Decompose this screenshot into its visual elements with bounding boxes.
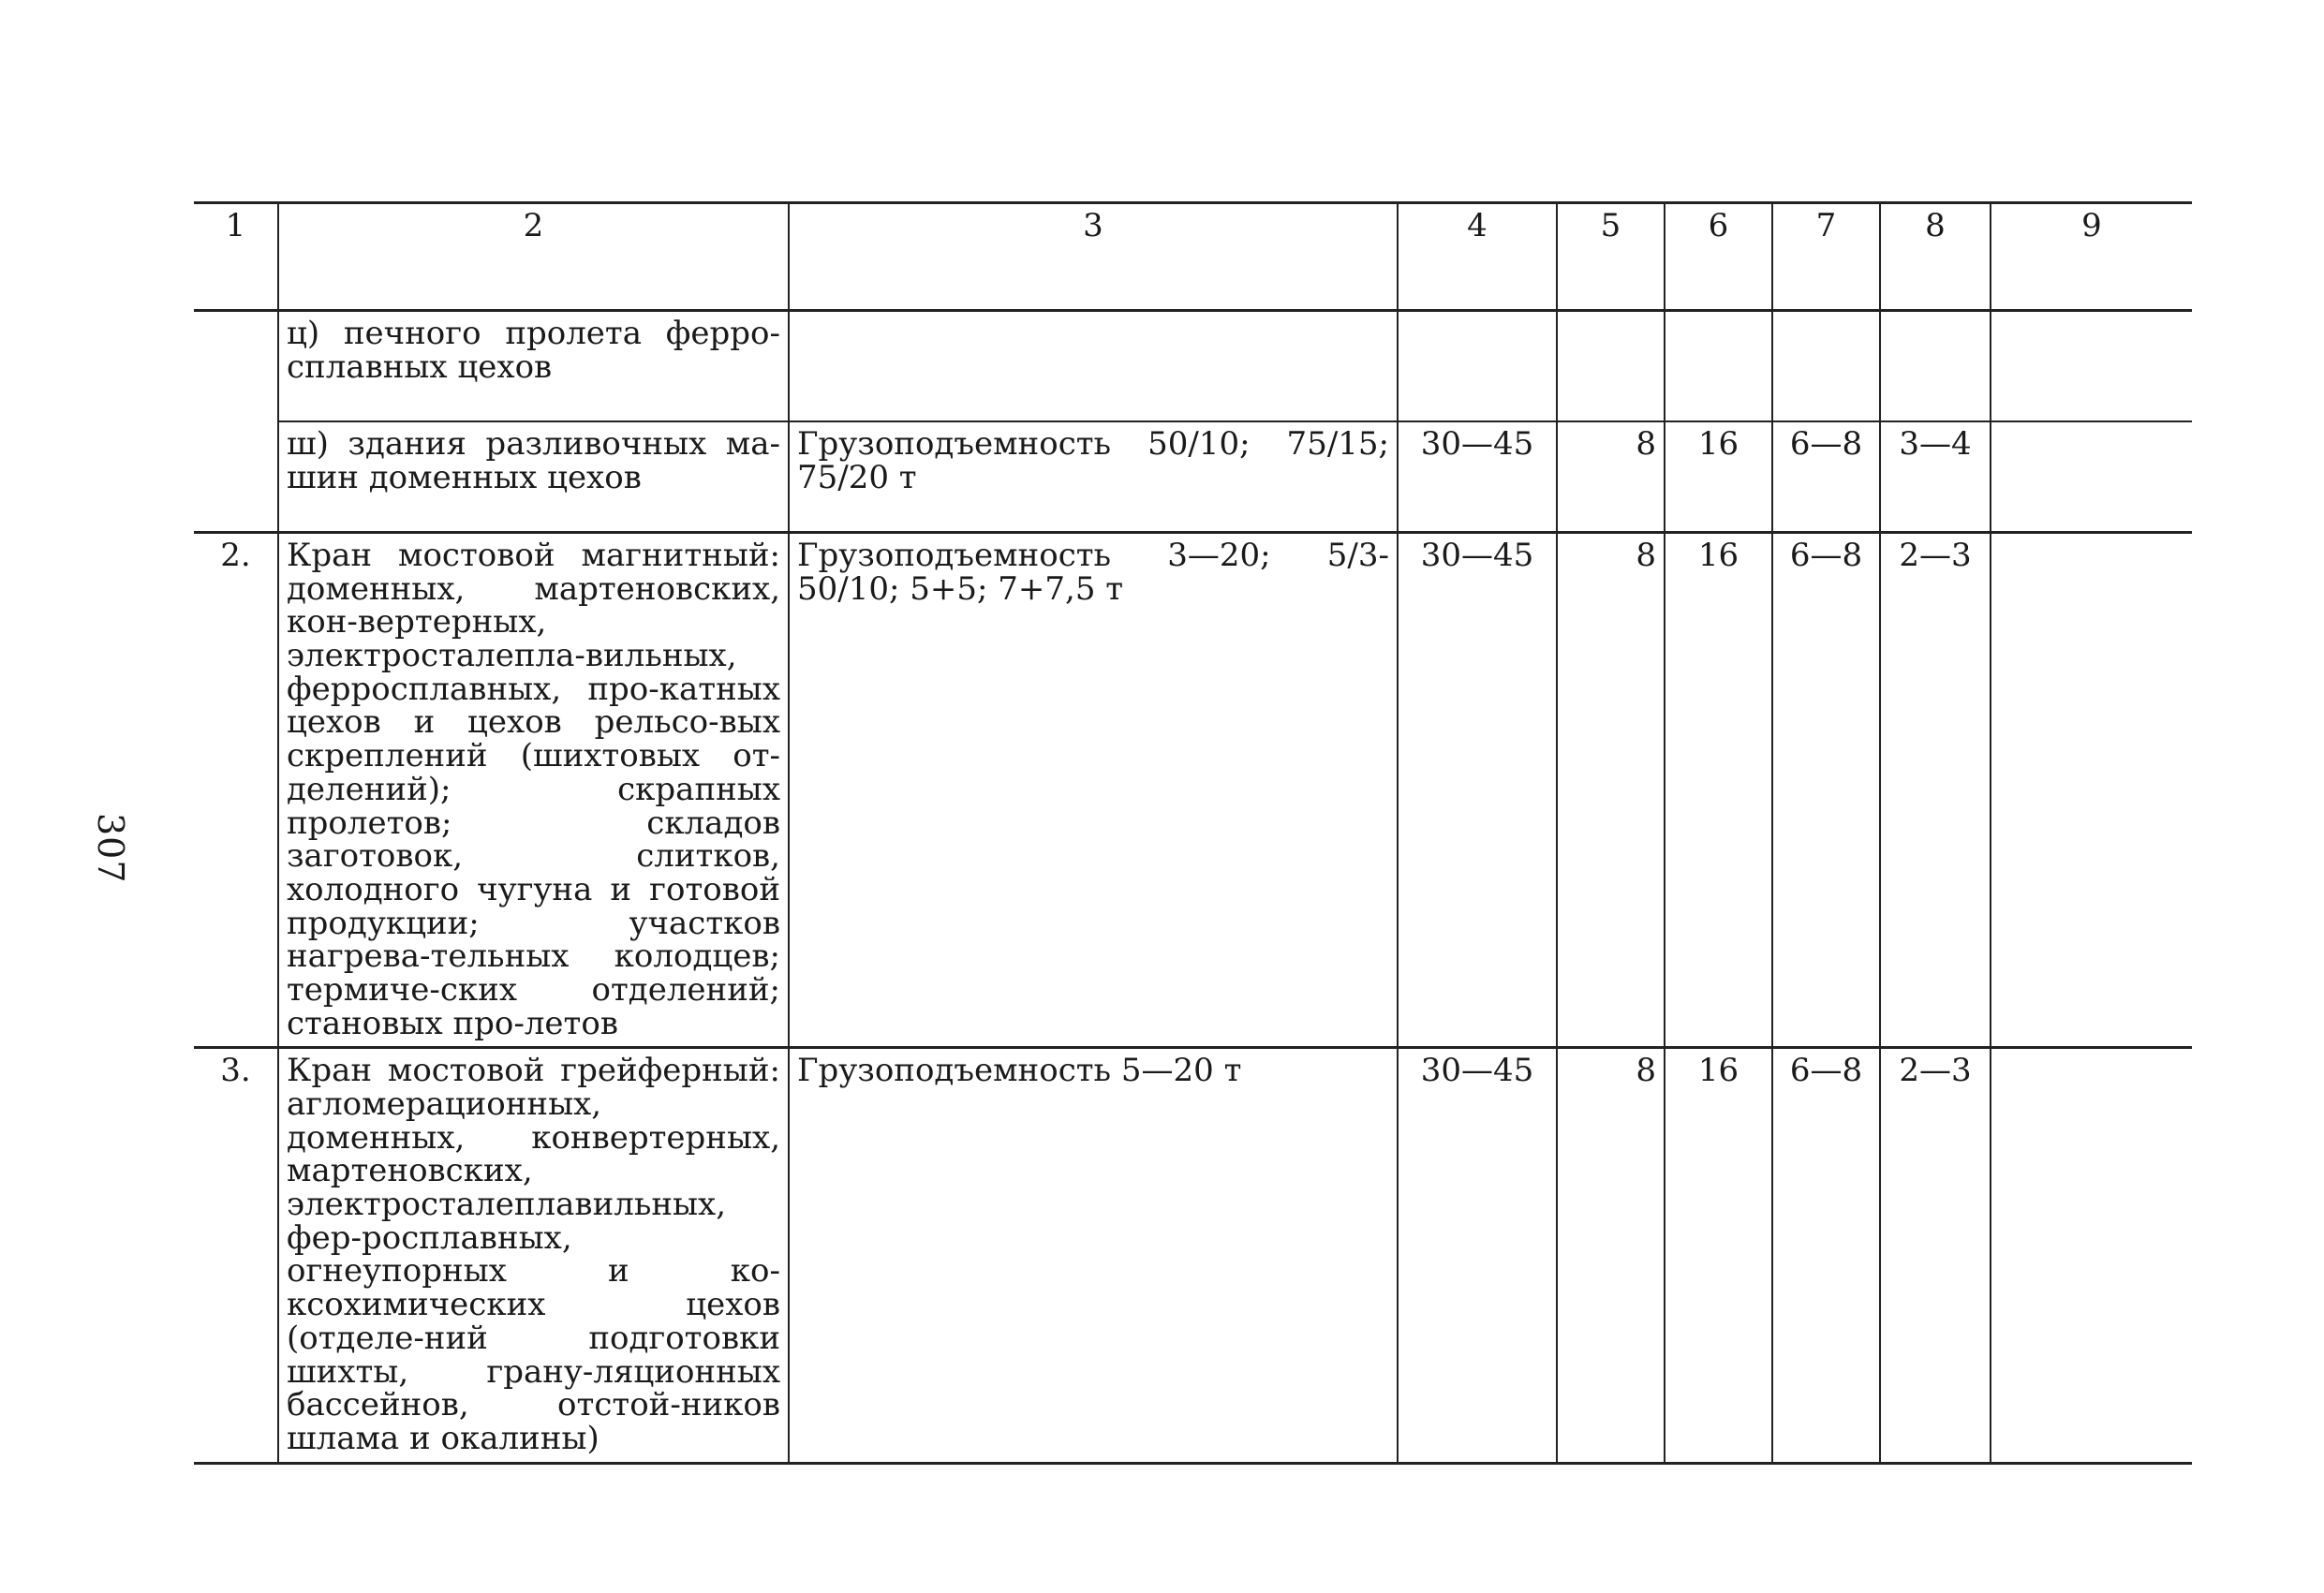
object-description: Кран мостовой магнитный: доменных, мартеновских, кон-вертерных, электросталепла-вильных, ферросплавных, про-катных цехов и цехов рельсо-вых скреплений (шихтовых от-делений); скрапных пролетов; складов заготовок, слитков, холодного чугуна и готовой продукции; участков нагрева-тельных колодцев; термиче-ских отделений; становых про-летов (278, 533, 789, 1048)
header-col-7: 7 (1772, 203, 1880, 311)
table-row (194, 533, 2192, 1048)
value-col-4: 30—45 (1398, 421, 1557, 533)
value-col-6: 16 (1665, 421, 1772, 533)
value-col-9 (1991, 311, 2192, 422)
object-description: ц) печного пролета ферро-сплавных цехов (278, 311, 789, 422)
value-col-4: 30—45 (1398, 1048, 1557, 1463)
value-col-5: 8 (1557, 1048, 1665, 1463)
row-number: 2. (194, 533, 278, 1048)
header-col-6: 6 (1665, 203, 1772, 311)
value-col-7: 6—8 (1772, 1048, 1880, 1463)
value-col-7: 6—8 (1772, 421, 1880, 533)
header-col-4: 4 (1398, 203, 1557, 311)
row-number: 3. (194, 1048, 278, 1463)
header-col-3: 3 (789, 203, 1398, 311)
equipment-table (194, 201, 2192, 1465)
value-col-6: 16 (1665, 1048, 1772, 1463)
value-col-8: 2—3 (1880, 1048, 1991, 1463)
row-number (194, 421, 278, 533)
value-col-9 (1991, 421, 2192, 533)
specification (789, 311, 1398, 422)
value-col-6: 16 (1665, 533, 1772, 1048)
value-col-8: 3—4 (1880, 421, 1991, 533)
value-col-9 (1991, 533, 2192, 1048)
header-row (194, 203, 2192, 311)
specification: Грузоподъемность 5—20 т (789, 1048, 1398, 1463)
value-col-6 (1665, 311, 1772, 422)
value-col-4 (1398, 311, 1557, 422)
header-col-8: 8 (1880, 203, 1991, 311)
value-col-7 (1772, 311, 1880, 422)
header-col-9: 9 (1991, 203, 2192, 311)
header-col-5: 5 (1557, 203, 1665, 311)
value-col-4: 30—45 (1398, 533, 1557, 1048)
object-description: ш) здания разливочных ма-шин доменных цехов (278, 421, 789, 533)
page-number: 307 (90, 813, 131, 884)
value-col-5: 8 (1557, 421, 1665, 533)
value-col-8 (1880, 311, 1991, 422)
row-number (194, 311, 278, 422)
table-row (194, 311, 2192, 422)
value-col-5: 8 (1557, 533, 1665, 1048)
table-row (194, 421, 2192, 533)
table-row (194, 1048, 2192, 1463)
value-col-8: 2—3 (1880, 533, 1991, 1048)
specification: Грузоподъемность 3—20; 5/3-50/10; 5+5; 7+7,5 т (789, 533, 1398, 1048)
header-col-1: 1 (194, 203, 278, 311)
value-col-7: 6—8 (1772, 533, 1880, 1048)
object-description: Кран мостовой грейферный: агломерационных, доменных, конвертерных, мартеновских, электросталеплавильных, фер-росплавных, огнеупорных и ко-ксохимических цехов (отделе-ний подготовки шихты, грану-ляционных бассейнов, отстой-ников шлама и окалины) (278, 1048, 789, 1463)
specification: Грузоподъемность 50/10; 75/15; 75/20 т (789, 421, 1398, 533)
value-col-9 (1991, 1048, 2192, 1463)
value-col-5 (1557, 311, 1665, 422)
header-col-2: 2 (278, 203, 789, 311)
